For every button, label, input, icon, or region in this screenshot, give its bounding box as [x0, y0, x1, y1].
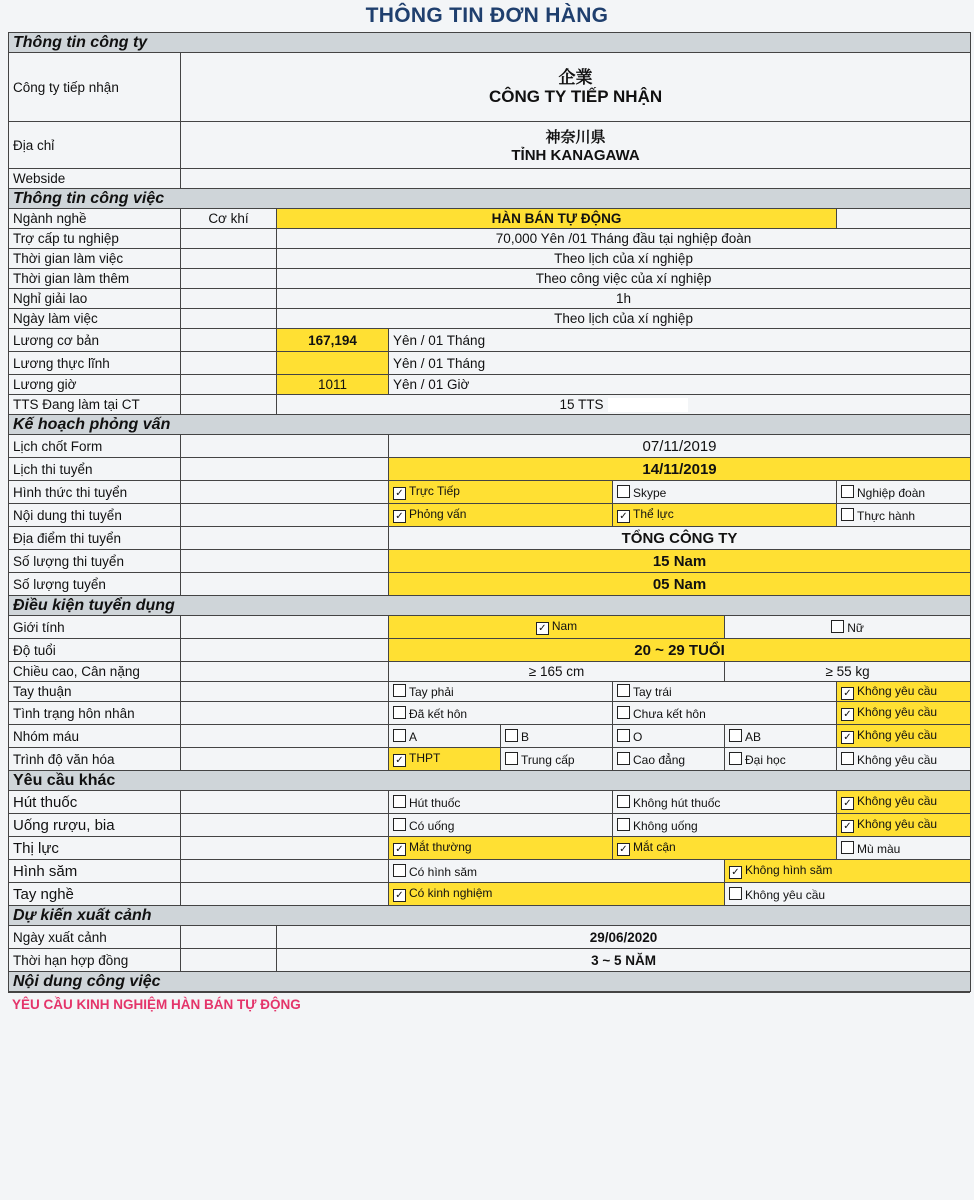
blood-option-label: Không yêu cầu: [857, 728, 938, 742]
contract-gap: [181, 949, 277, 972]
gender-option-female[interactable]: [725, 616, 971, 639]
drinking-option-label: Có uống: [409, 818, 455, 833]
checkbox-empty-icon[interactable]: [729, 887, 742, 900]
net-salary-unit: Yên / 01 Tháng: [389, 352, 971, 375]
checkbox-empty-icon[interactable]: [617, 684, 630, 697]
trainees-gap: [181, 395, 277, 415]
contract-value: 3 ~ 5 NĂM: [277, 949, 971, 972]
work-time-gap: [181, 249, 277, 269]
exam-content-label: Nội dung thi tuyển: [9, 504, 181, 527]
checkbox-empty-icon[interactable]: [617, 795, 630, 808]
gender-option-male[interactable]: [389, 616, 725, 639]
hand-option-right[interactable]: [389, 682, 613, 702]
work-days-gap: [181, 309, 277, 329]
hand-option-left[interactable]: [613, 682, 837, 702]
education-option-highschool[interactable]: [389, 748, 501, 771]
address-jp: 神奈川県: [545, 129, 606, 146]
education-option-college[interactable]: [613, 748, 725, 771]
hourly-label: Lương giờ: [9, 375, 181, 395]
blood-option-a[interactable]: [389, 725, 501, 748]
smoking-option-label: Không hút thuốc: [633, 795, 721, 810]
checkbox-checked-icon[interactable]: ✓: [393, 487, 406, 500]
skill-gap: [181, 883, 389, 906]
education-option-any[interactable]: [837, 748, 971, 771]
hourly-unit: Yên / 01 Giờ: [389, 375, 971, 395]
exam-date-gap: [181, 458, 389, 481]
blood-option-ab[interactable]: [725, 725, 837, 748]
checkbox-empty-icon[interactable]: [841, 841, 854, 854]
gender-option-label: Nam: [551, 619, 578, 633]
address-label: Địa chỉ: [9, 122, 181, 169]
work-time-label: Thời gian làm việc: [9, 249, 181, 269]
hand-option-label: Không yêu cầu: [857, 683, 938, 698]
order-form-table: [8, 32, 971, 992]
age-label: Độ tuổi: [9, 639, 181, 662]
exam-type-label: Hình thức thi tuyển: [9, 481, 181, 504]
base-salary-label: Lương cơ bản: [9, 329, 181, 352]
blood-option-o[interactable]: [613, 725, 725, 748]
gender-gap: [181, 616, 389, 639]
location-label: Địa điểm thi tuyển: [9, 527, 181, 550]
form-deadline-value: 07/11/2019: [389, 435, 971, 458]
work-days-label: Ngày làm việc: [9, 309, 181, 329]
height-value: ≥ 165 cm: [389, 662, 725, 682]
hires-gap: [181, 573, 389, 596]
checkbox-empty-icon[interactable]: [393, 684, 406, 697]
address-value: [181, 122, 971, 169]
net-salary-gap: [181, 352, 277, 375]
smoking-option-label: Không yêu cầu: [857, 794, 938, 808]
blood-option-any[interactable]: [837, 725, 971, 748]
vision-option-label: Mắt thường: [409, 840, 472, 854]
net-salary-value: [277, 352, 389, 375]
departure-date-gap: [181, 926, 277, 949]
hires-value: 05 Nam: [389, 573, 971, 596]
checkbox-empty-icon[interactable]: [393, 706, 406, 719]
education-option-label: THPT: [409, 751, 441, 765]
checkbox-checked-icon[interactable]: ✓: [841, 687, 854, 700]
smoking-option-no[interactable]: [613, 791, 837, 814]
skill-option-any[interactable]: [725, 883, 971, 906]
break-label: Nghỉ giải lao: [9, 289, 181, 309]
checkbox-empty-icon[interactable]: [505, 752, 518, 765]
education-label: Trình độ văn hóa: [9, 748, 181, 771]
blood-gap: [181, 725, 389, 748]
exam-type-option-label: Nghiệp đoàn: [857, 485, 926, 500]
education-option-university[interactable]: [725, 748, 837, 771]
job-content-area: [8, 992, 970, 1197]
vision-option-myopia[interactable]: [613, 837, 837, 860]
drinking-option-no[interactable]: [613, 814, 837, 837]
education-option-intermediate[interactable]: [501, 748, 613, 771]
height-weight-label: Chiều cao, Cân nặng: [9, 662, 181, 682]
checkbox-checked-icon[interactable]: ✓: [536, 622, 549, 635]
hourly-value: 1011: [277, 375, 389, 395]
vision-label: Thị lực: [9, 837, 181, 860]
exam-content-option-label: Thực hành: [857, 508, 916, 523]
checkbox-empty-icon[interactable]: [729, 752, 742, 765]
section-conditions: Điều kiện tuyển dụng: [9, 596, 971, 616]
allowance-gap: [181, 229, 277, 249]
section-interview: Kế hoạch phỏng vấn: [9, 415, 971, 435]
checkbox-checked-icon[interactable]: ✓: [617, 510, 630, 523]
checkbox-empty-icon[interactable]: [841, 485, 854, 498]
exam-type-option-label: Trực Tiếp: [409, 484, 460, 498]
checkbox-checked-icon[interactable]: ✓: [841, 820, 854, 833]
exam-type-gap: [181, 481, 389, 504]
exam-content-option-label: Phỏng vấn: [409, 507, 467, 521]
blood-option-label: O: [633, 729, 643, 744]
hires-label: Số lượng tuyển: [9, 573, 181, 596]
candidates-label: Số lượng thi tuyển: [9, 550, 181, 573]
vision-option-label: Mắt cận: [633, 840, 676, 854]
receiver-label: Công ty tiếp nhận: [9, 53, 181, 122]
checkbox-checked-icon[interactable]: ✓: [393, 754, 406, 767]
base-salary-unit: Yên / 01 Tháng: [389, 329, 971, 352]
break-value: 1h: [277, 289, 971, 309]
smoking-option-yes[interactable]: [389, 791, 613, 814]
smoking-option-label: Hút thuốc: [409, 795, 461, 810]
drinking-option-label: Không yêu cầu: [857, 817, 938, 831]
skill-label: Tay nghề: [9, 883, 181, 906]
checkbox-checked-icon[interactable]: ✓: [393, 843, 406, 856]
overtime-value: Theo công việc của xí nghiệp: [277, 269, 971, 289]
marital-option-married[interactable]: [389, 702, 613, 725]
smoking-gap: [181, 791, 389, 814]
candidates-gap: [181, 550, 389, 573]
checkbox-checked-icon[interactable]: ✓: [841, 731, 854, 744]
tattoo-option-yes[interactable]: [389, 860, 725, 883]
blood-option-label: A: [409, 729, 418, 744]
work-days-value: Theo lịch của xí nghiệp: [277, 309, 971, 329]
checkbox-empty-icon[interactable]: [617, 729, 630, 742]
education-gap: [181, 748, 389, 771]
checkbox-empty-icon[interactable]: [831, 620, 844, 633]
checkbox-checked-icon[interactable]: ✓: [617, 843, 630, 856]
receiver-jp: 企業: [558, 68, 593, 87]
checkbox-checked-icon[interactable]: ✓: [841, 708, 854, 721]
exam-content-option-label: Thể lực: [633, 507, 674, 521]
checkbox-empty-icon[interactable]: [393, 795, 406, 808]
section-other: Yêu cầu khác: [9, 771, 971, 791]
exam-type-option-label: Skype: [633, 485, 667, 500]
hand-option-label: Tay phải: [409, 685, 454, 699]
skill-option-experienced[interactable]: [389, 883, 725, 906]
industry-label: Ngành nghề: [9, 209, 181, 229]
work-time-value: Theo lịch của xí nghiệp: [277, 249, 971, 269]
tattoo-label: Hình săm: [9, 860, 181, 883]
receiver-vn: CÔNG TY TIẾP NHẬN: [488, 87, 663, 106]
age-value: 20 ~ 29 TUỔI: [389, 639, 971, 662]
exam-type-option-union[interactable]: [837, 481, 971, 504]
blood-option-label: B: [521, 729, 530, 744]
exam-content-option-practice[interactable]: [837, 504, 971, 527]
checkbox-empty-icon[interactable]: [505, 729, 518, 742]
hand-option-any[interactable]: [837, 682, 971, 702]
checkbox-checked-icon[interactable]: ✓: [393, 889, 406, 902]
base-salary-value: 167,194: [277, 329, 389, 352]
smoking-option-any[interactable]: [837, 791, 971, 814]
hand-gap: [181, 682, 389, 702]
break-gap: [181, 289, 277, 309]
redaction-mark: [608, 398, 688, 412]
trainees-count: 15 TTS: [559, 396, 604, 412]
departure-date-label: Ngày xuất cảnh: [9, 926, 181, 949]
education-option-label: Trung cấp: [521, 752, 575, 767]
section-company: Thông tin công ty: [9, 33, 971, 53]
marital-option-label: Đã kết hôn: [409, 706, 468, 721]
checkbox-checked-icon[interactable]: ✓: [729, 866, 742, 879]
tattoo-option-label: Không hình săm: [745, 863, 833, 877]
checkbox-empty-icon[interactable]: [617, 706, 630, 719]
job-content-text: YÊU CẦU KINH NGHIỆM HÀN BÁN TỰ ĐỘNG: [12, 997, 301, 1012]
education-option-label: Đại học: [745, 752, 786, 767]
marital-label: Tình trạng hôn nhân: [9, 702, 181, 725]
education-option-label: Không yêu cầu: [857, 752, 938, 767]
page-title: THÔNG TIN ĐƠN HÀNG: [365, 4, 609, 27]
marital-option-single[interactable]: [613, 702, 837, 725]
contract-label: Thời hạn hợp đồng: [9, 949, 181, 972]
age-gap: [181, 639, 389, 662]
overtime-gap: [181, 269, 277, 289]
base-salary-gap: [181, 329, 277, 352]
gender-label: Giới tính: [9, 616, 181, 639]
overtime-label: Thời gian làm thêm: [9, 269, 181, 289]
drinking-gap: [181, 814, 389, 837]
departure-date-value: 29/06/2020: [277, 926, 971, 949]
industry-value: HÀN BÁN TỰ ĐỘNG: [277, 209, 837, 229]
checkbox-empty-icon[interactable]: [393, 818, 406, 831]
drinking-option-label: Không uống: [633, 818, 698, 833]
checkbox-empty-icon[interactable]: [393, 729, 406, 742]
vision-option-label: Mù màu: [857, 841, 901, 856]
tattoo-gap: [181, 860, 389, 883]
industry-group: Cơ khí: [181, 209, 277, 229]
trainees-value: [277, 395, 971, 415]
skill-option-label: Không yêu cầu: [745, 887, 826, 902]
blood-label: Nhóm máu: [9, 725, 181, 748]
section-content: Nội dung công việc: [9, 972, 971, 992]
exam-type-option-skype[interactable]: [613, 481, 837, 504]
checkbox-checked-icon[interactable]: ✓: [841, 797, 854, 810]
website-value: [181, 169, 971, 189]
receiver-value: [181, 53, 971, 122]
form-deadline-label: Lịch chốt Form: [9, 435, 181, 458]
marital-option-label: Chưa kết hôn: [633, 706, 706, 721]
location-value: TỔNG CÔNG TY: [389, 527, 971, 550]
marital-option-label: Không yêu cầu: [857, 705, 938, 719]
checkbox-empty-icon[interactable]: [617, 485, 630, 498]
section-job: Thông tin công việc: [9, 189, 971, 209]
checkbox-empty-icon[interactable]: [729, 729, 742, 742]
gender-option-label: Nữ: [847, 620, 864, 635]
address-vn: TỈNH KANAGAWA: [511, 147, 640, 164]
exam-content-gap: [181, 504, 389, 527]
exam-type-option-direct[interactable]: [389, 481, 613, 504]
exam-content-option-fitness[interactable]: [613, 504, 837, 527]
allowance-value: 70,000 Yên /01 Tháng đầu tại nghiệp đoàn: [277, 229, 971, 249]
checkbox-empty-icon[interactable]: [841, 508, 854, 521]
vision-gap: [181, 837, 389, 860]
allowance-label: Trợ cấp tu nghiệp: [9, 229, 181, 249]
drinking-option-any[interactable]: [837, 814, 971, 837]
hourly-gap: [181, 375, 277, 395]
height-weight-gap: [181, 662, 389, 682]
location-gap: [181, 527, 389, 550]
blood-option-b[interactable]: [501, 725, 613, 748]
smoking-label: Hút thuốc: [9, 791, 181, 814]
industry-extra: [837, 209, 971, 229]
net-salary-label: Lương thực lĩnh: [9, 352, 181, 375]
vision-option-colorblind[interactable]: [837, 837, 971, 860]
candidates-value: 15 Nam: [389, 550, 971, 573]
education-option-label: Cao đẳng: [633, 752, 686, 767]
exam-date-label: Lịch thi tuyển: [9, 458, 181, 481]
hand-label: Tay thuận: [9, 682, 181, 702]
website-label: Webside: [9, 169, 181, 189]
tattoo-option-no[interactable]: [725, 860, 971, 883]
marital-gap: [181, 702, 389, 725]
form-deadline-gap: [181, 435, 389, 458]
checkbox-empty-icon[interactable]: [617, 818, 630, 831]
checkbox-empty-icon[interactable]: [617, 752, 630, 765]
blood-option-label: AB: [745, 729, 762, 744]
checkbox-empty-icon[interactable]: [841, 752, 854, 765]
drinking-label: Uống rượu, bia: [9, 814, 181, 837]
exam-content-option-interview[interactable]: [389, 504, 613, 527]
hand-option-label: Tay trái: [633, 685, 672, 699]
trainees-label: TTS Đang làm tại CT: [9, 395, 181, 415]
checkbox-empty-icon[interactable]: [393, 864, 406, 877]
tattoo-option-label: Có hình săm: [409, 864, 478, 879]
exam-date-value: 14/11/2019: [389, 458, 971, 481]
checkbox-checked-icon[interactable]: ✓: [393, 510, 406, 523]
marital-option-any[interactable]: [837, 702, 971, 725]
drinking-option-yes[interactable]: [389, 814, 613, 837]
section-departure: Dự kiến xuất cảnh: [9, 906, 971, 926]
weight-value: ≥ 55 kg: [725, 662, 971, 682]
skill-option-label: Có kinh nghiệm: [409, 886, 493, 900]
vision-option-normal[interactable]: [389, 837, 613, 860]
